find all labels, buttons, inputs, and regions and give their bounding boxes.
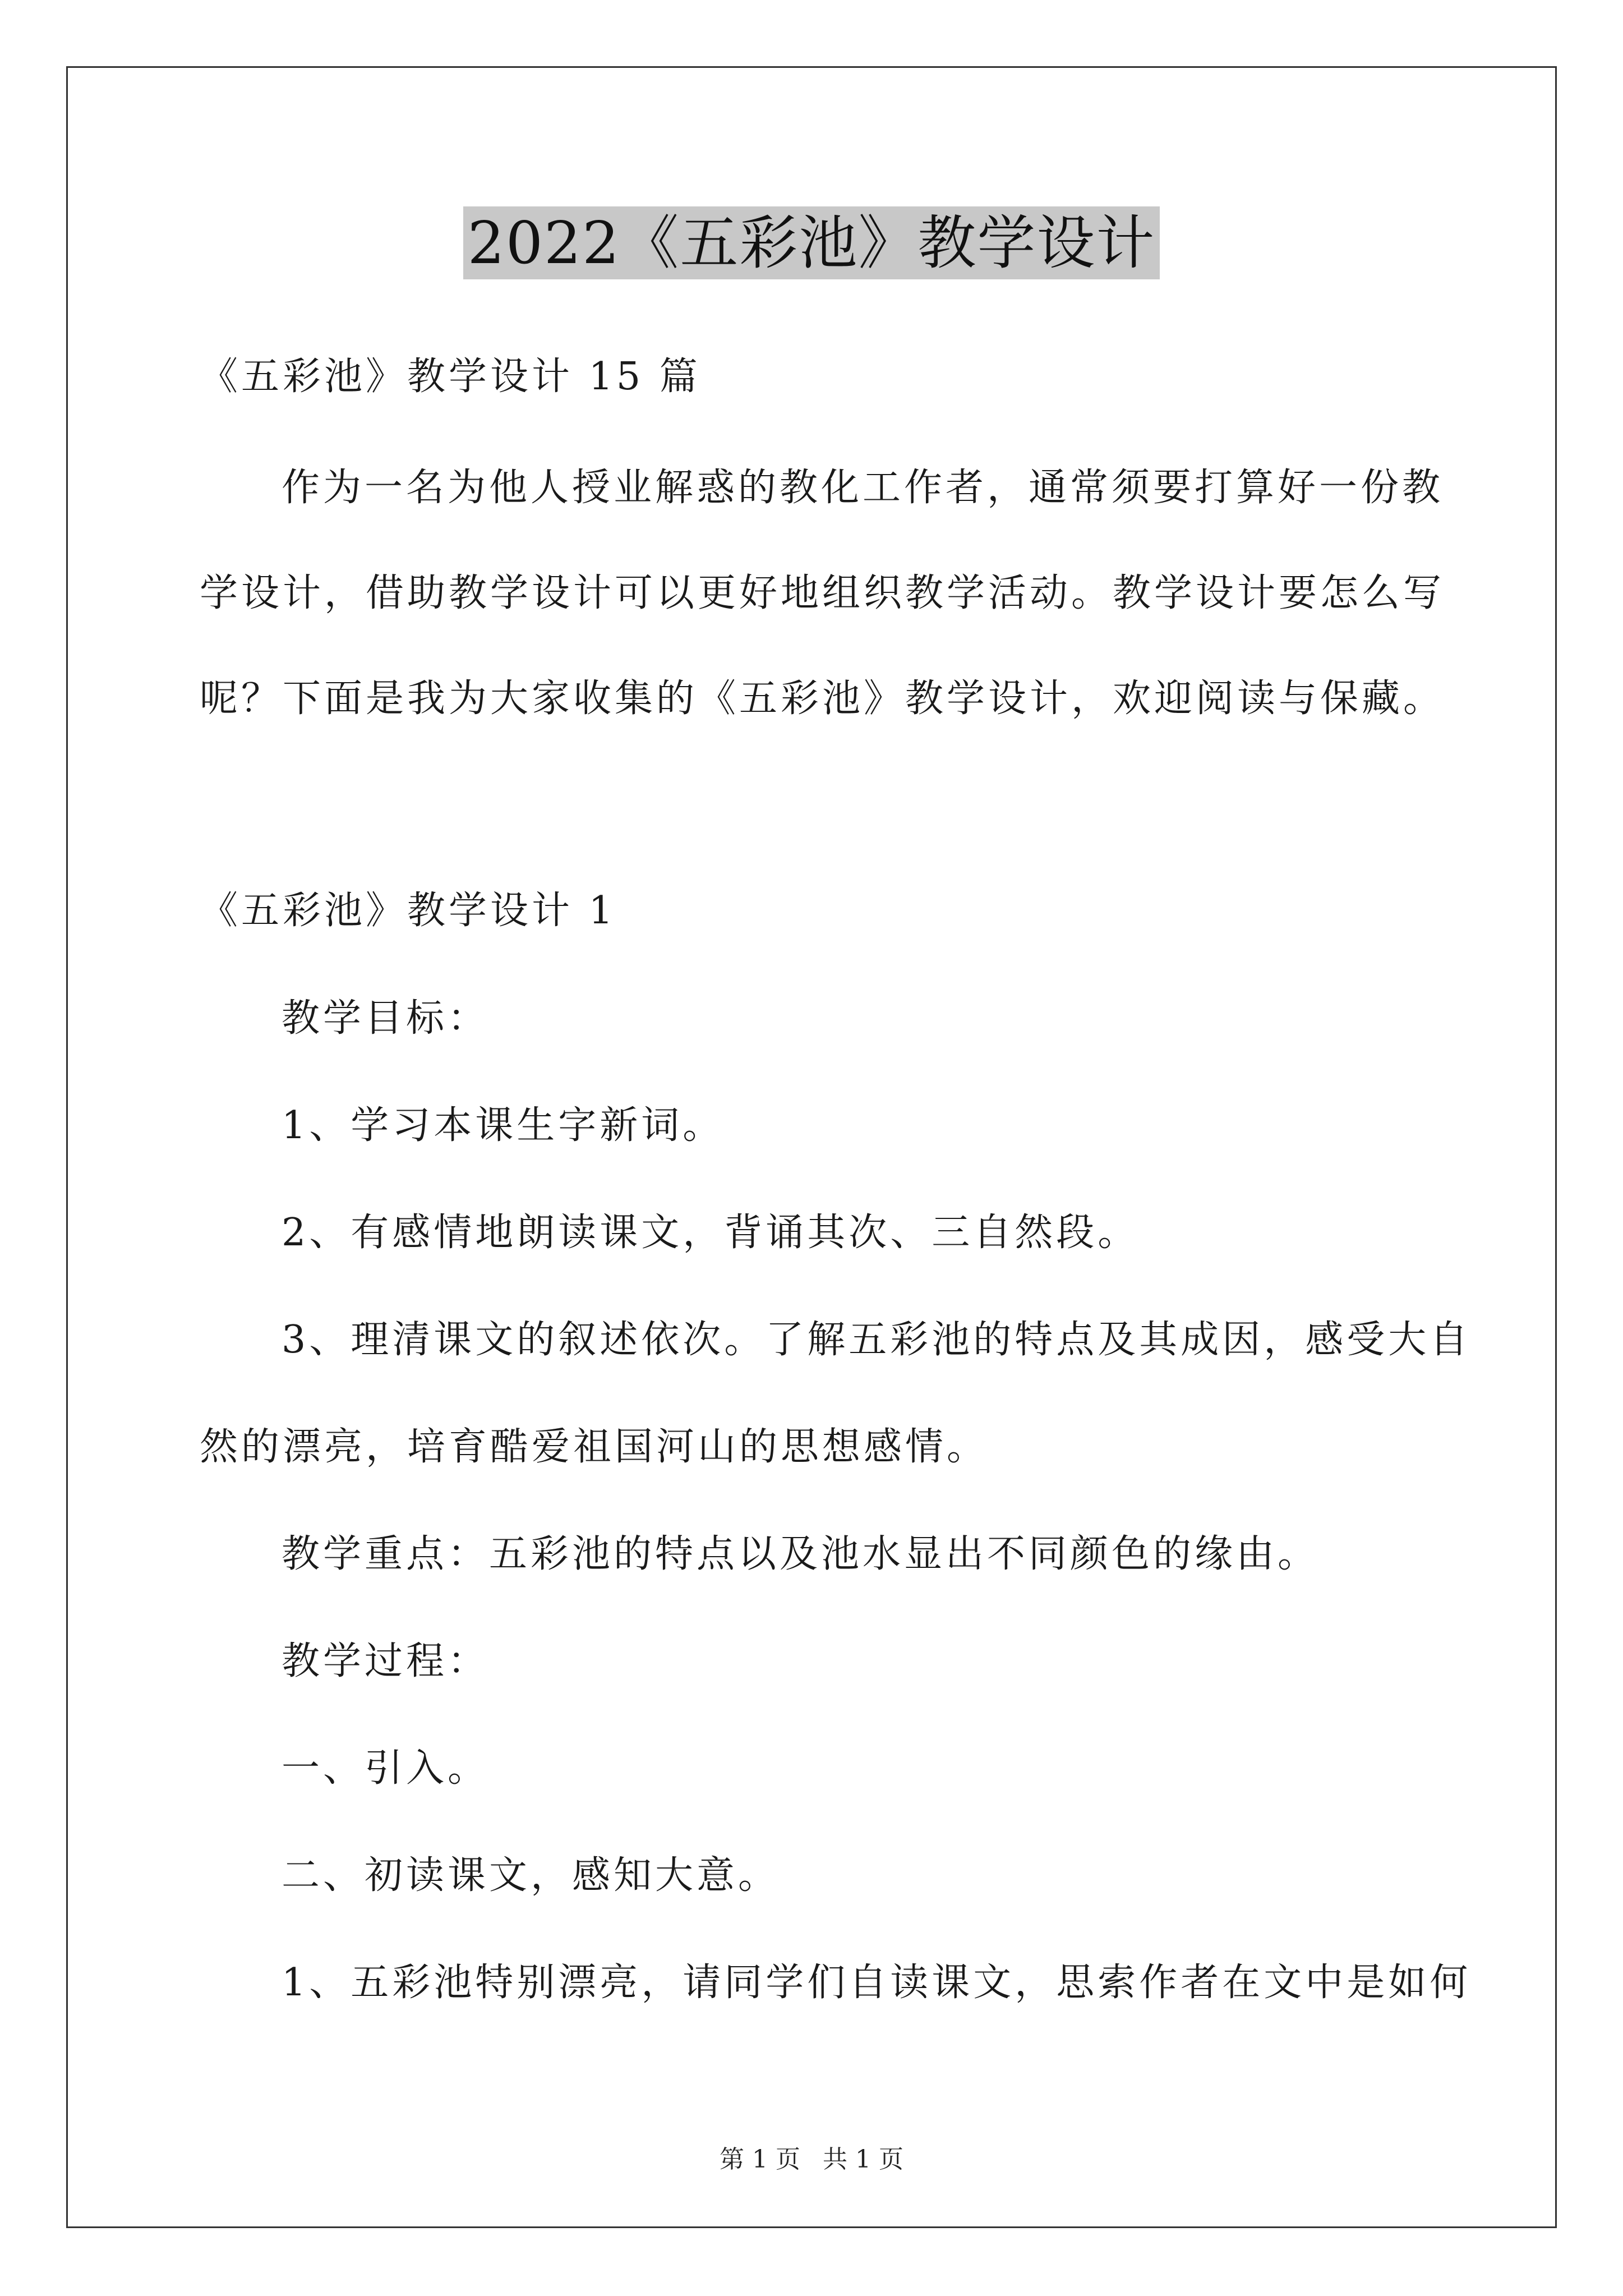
paragraph-line: 然的漂亮，培育酷爱祖国河山的思想感情。 [200, 1425, 989, 1469]
title-container [0, 206, 1623, 279]
paragraph-line: 教学过程： [282, 1639, 490, 1683]
page-total: 共 1 页 [823, 2145, 903, 2174]
paragraph-line: 教学目标： [282, 996, 490, 1041]
paragraph-line: 作为一名为他人授业解惑的教化工作者，通常须要打算好一份教 [282, 466, 1444, 510]
paragraph-line: 教学重点：五彩池的特点以及池水显出不同颜色的缘由。 [282, 1532, 1320, 1576]
page-footer [0, 2144, 1623, 2175]
section-heading: 《五彩池》教学设计 1 [200, 889, 616, 933]
page-number: 第 1 页 [720, 2145, 800, 2174]
subtitle-line: 《五彩池》教学设计 15 篇 [200, 355, 701, 399]
paragraph-line: 学设计，借助教学设计可以更好地组织教学活动。教学设计要怎么写 [200, 571, 1445, 615]
document-title: 2022《五彩池》教学设计 [463, 206, 1160, 279]
paragraph-line: 2、有感情地朗读课文，背诵其次、三自然段。 [282, 1211, 1140, 1255]
paragraph-line: 1、五彩池特别漂亮，请同学们自读课文，思索作者在文中是如何 [282, 1961, 1472, 2005]
paragraph-line: 一、引入。 [282, 1746, 490, 1791]
paragraph-line: 3、理清课文的叙述依次。了解五彩池的特点及其成因，感受大自 [282, 1318, 1472, 1362]
paragraph-line: 呢？下面是我为大家收集的《五彩池》教学设计，欢迎阅读与保藏。 [200, 677, 1445, 721]
paragraph-line: 二、初读课文，感知大意。 [282, 1853, 780, 1898]
paragraph-line: 1、学习本课生字新词。 [282, 1103, 725, 1148]
